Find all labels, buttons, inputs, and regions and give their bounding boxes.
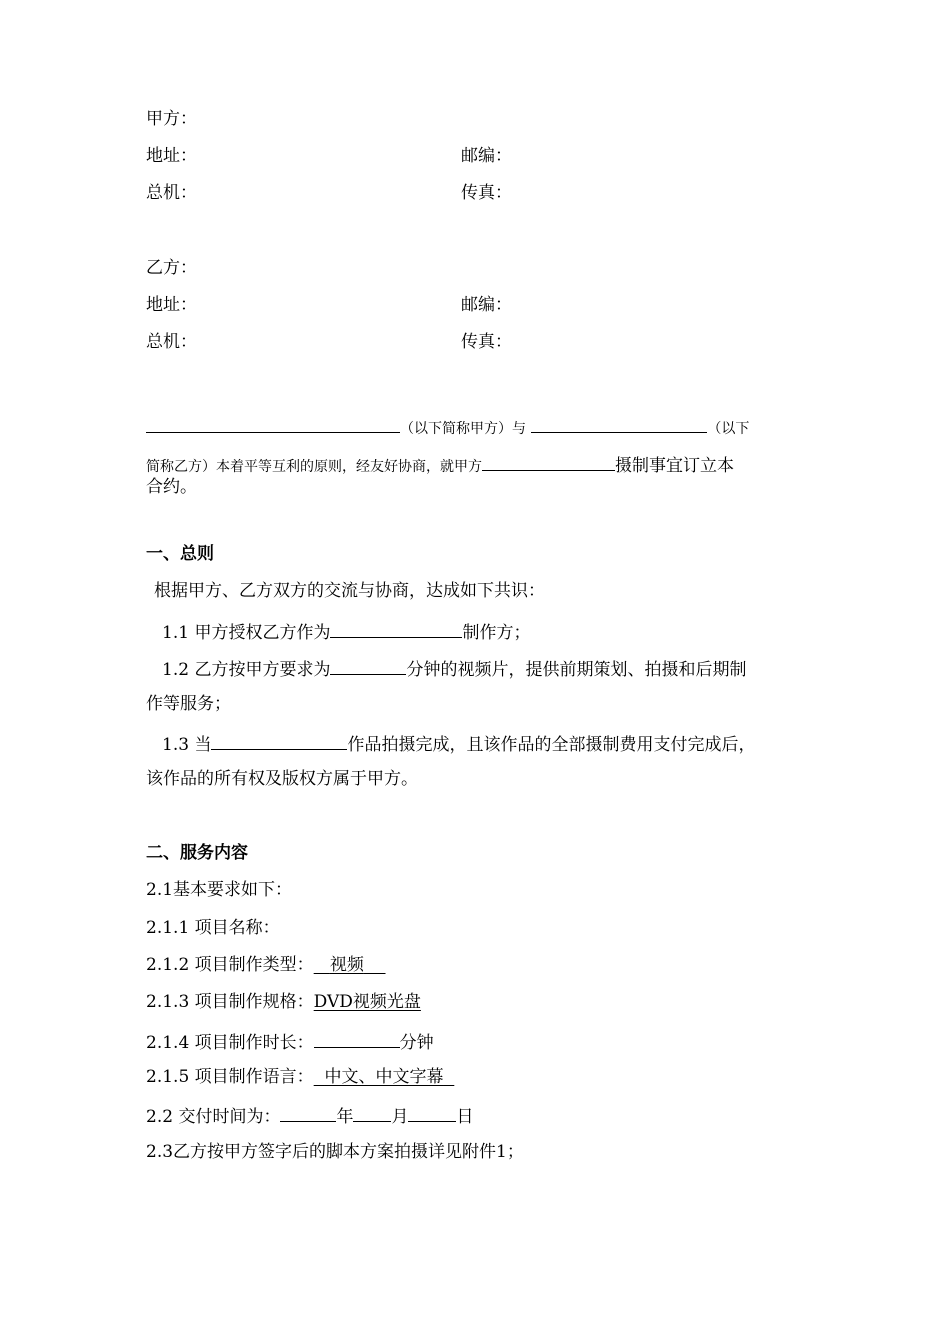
abbr-a-text: （以下简称甲方）与 <box>400 421 526 437</box>
clause-1-3-text-a: 1.3 当 <box>162 735 212 755</box>
intro-line-1 <box>146 414 749 440</box>
clause-1-3-text-b: 作品拍摄完成，且该作品的全部摄制费用支付完成后， <box>347 735 756 755</box>
clause-2-1-2-label: 2.1.2 项目制作类型： <box>146 955 314 975</box>
language-value: 中文、中文字幕 <box>324 1067 444 1087</box>
day-blank[interactable] <box>408 1103 456 1122</box>
month-text: 月 <box>391 1107 409 1127</box>
party-a-label: 甲方： <box>146 109 197 129</box>
clause-1-2-text-b: 分钟的视频片，提供前期策划、拍摄和后期制 <box>406 660 747 680</box>
clause-1-2 <box>162 656 746 681</box>
purpose-blank[interactable] <box>482 452 615 471</box>
section1-title: 一、总则 <box>146 544 214 564</box>
day-text: 日 <box>456 1107 474 1127</box>
clause-1-1-blank[interactable] <box>330 619 462 638</box>
production-type-field[interactable] <box>314 955 386 975</box>
clause-2-1-4 <box>146 1029 434 1054</box>
clause-2-1: 2.1基本要求如下： <box>146 880 293 900</box>
party-a-phone: 总机： <box>146 183 197 203</box>
clause-1-2-text-a: 1.2 乙方按甲方要求为 <box>162 660 331 680</box>
intro-end: 合约。 <box>146 477 197 497</box>
clause-1-1-text-b: 制作方； <box>462 623 531 643</box>
party-b-address: 地址： <box>146 295 197 315</box>
clause-2-2 <box>146 1103 473 1128</box>
purpose-text: 摄制事宜订立本 <box>615 456 734 476</box>
clause-1-3-blank[interactable] <box>211 731 347 750</box>
party-b-label: 乙方： <box>146 258 197 278</box>
clause-1-2-cont: 作等服务； <box>146 694 231 714</box>
clause-2-2-label: 2.2 交付时间为： <box>146 1107 281 1127</box>
party-a-fax: 传真： <box>461 183 512 203</box>
clause-2-3: 2.3乙方按甲方签字后的脚本方案拍摄详见附件1； <box>146 1142 524 1162</box>
party-b-phone: 总机： <box>146 332 197 352</box>
section2-title: 二、服务内容 <box>146 843 248 863</box>
production-type-value: 视频 <box>329 955 364 975</box>
clause-1-1 <box>162 619 530 644</box>
duration-blank[interactable] <box>314 1029 400 1048</box>
abbr-b-text-2: 简称乙方）本着平等互利的原则，经友好协商，就甲方 <box>146 459 482 475</box>
party-b-postcode: 邮编： <box>461 295 512 315</box>
party-b-fax: 传真： <box>461 332 512 352</box>
duration-unit: 分钟 <box>399 1033 434 1053</box>
clause-2-1-4-label: 2.1.4 项目制作时长： <box>146 1033 314 1053</box>
clause-2-1-5 <box>146 1066 454 1088</box>
production-spec-value[interactable]: DVD视频光盘 <box>313 992 421 1012</box>
abbr-b-text-1: （以下 <box>707 421 750 437</box>
clause-1-2-blank[interactable] <box>330 656 406 675</box>
year-blank[interactable] <box>280 1103 336 1122</box>
section1-lead: 根据甲方、乙方双方的交流与协商，达成如下共识： <box>154 581 545 601</box>
clause-2-1-3 <box>146 991 421 1013</box>
clause-1-1-text-a: 1.1 甲方授权乙方作为 <box>162 623 331 643</box>
clause-1-3 <box>162 731 755 756</box>
month-blank[interactable] <box>353 1103 391 1122</box>
party-a-name-blank[interactable] <box>146 414 400 433</box>
clause-1-3-cont: 该作品的所有权及版权方属于甲方。 <box>146 769 418 789</box>
intro-line-2 <box>146 452 734 478</box>
clause-2-1-5-label: 2.1.5 项目制作语言： <box>146 1067 314 1087</box>
clause-2-1-2 <box>146 954 386 976</box>
party-a-postcode: 邮编： <box>461 146 512 166</box>
party-a-address: 地址： <box>146 146 197 166</box>
clause-2-1-1: 2.1.1 项目名称： <box>146 918 280 938</box>
clause-2-1-3-label: 2.1.3 项目制作规格： <box>146 992 314 1012</box>
party-b-name-blank[interactable] <box>531 414 707 433</box>
year-text: 年 <box>336 1107 354 1127</box>
language-field[interactable] <box>314 1067 455 1087</box>
